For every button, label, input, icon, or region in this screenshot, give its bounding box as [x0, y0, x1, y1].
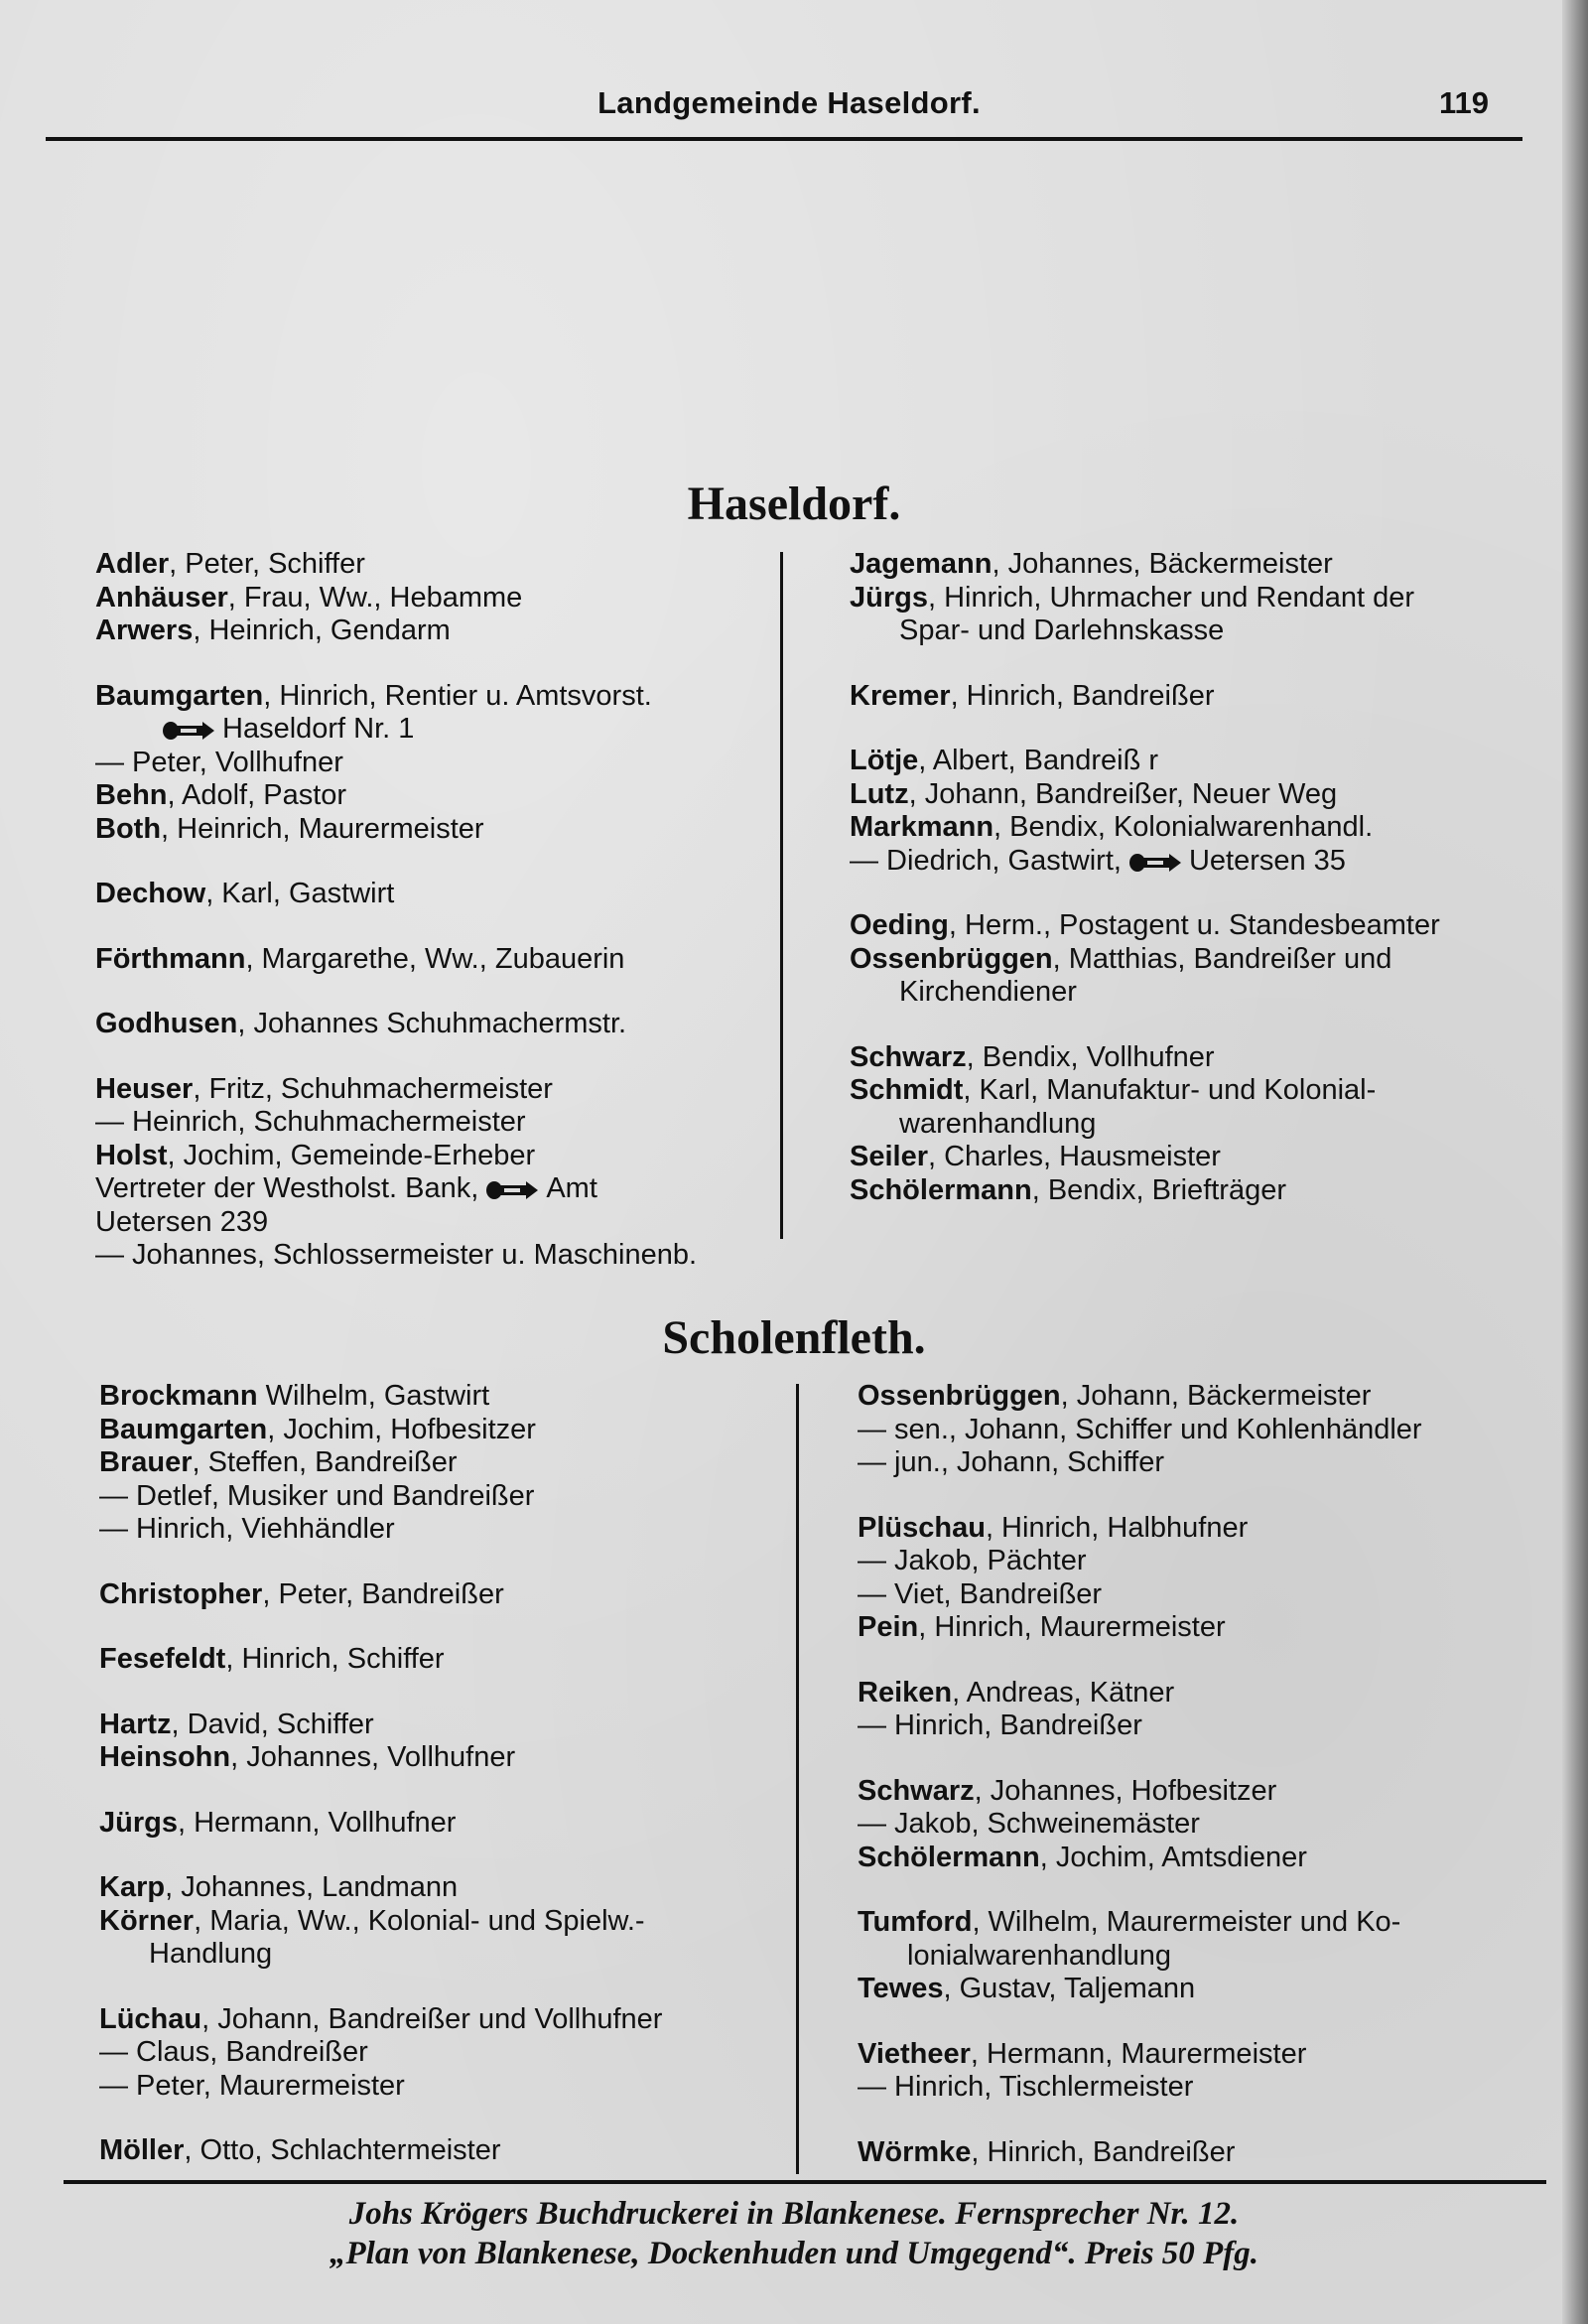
- entry-details: , Hinrich, Bandreißer: [950, 679, 1215, 712]
- entry-details: — Claus, Bandreißer: [99, 2036, 368, 2068]
- entry-surname: Anhäuser: [95, 581, 228, 614]
- running-title: Landgemeinde Haseldorf.: [597, 85, 981, 120]
- map-advertisement: „Plan von Blankenese, Dockenhuden und Umgegend“. Preis 50 Pfg.: [330, 2236, 1258, 2271]
- entry-details: , Maria, Ww., Kolonial- und Spielw.-: [194, 1904, 645, 1937]
- entry-details: Uetersen 239: [95, 1205, 269, 1238]
- directory-entry: [850, 1108, 1440, 1142]
- directory-entry: [99, 1513, 662, 1547]
- entry-surname: Arwers: [95, 615, 194, 646]
- entry-surname: Plüschau: [858, 1511, 986, 1544]
- directory-entry: [99, 1446, 662, 1480]
- directory-entry: [99, 2036, 662, 2070]
- directory-entry: [99, 1871, 662, 1905]
- scholenfleth-right-column: [858, 1380, 1422, 2169]
- directory-entry: [99, 1643, 662, 1677]
- entry-details: , Wilhelm, Maurermeister und Ko-: [972, 1906, 1401, 1938]
- directory-entry: [858, 1677, 1422, 1710]
- directory-entry: [99, 1905, 662, 1939]
- telephone-icon: [484, 1177, 540, 1201]
- directory-entry: [95, 779, 697, 813]
- entry-details: , Bendix, Briefträger: [1031, 1173, 1287, 1206]
- entry-details: , Jochim, Hofbesitzer: [267, 1413, 536, 1445]
- entry-details: — Diedrich, Gastwirt,: [850, 844, 1122, 877]
- directory-entry: [850, 1074, 1440, 1108]
- directory-entry: [850, 943, 1440, 977]
- directory-entry: [850, 1041, 1440, 1075]
- entry-surname: Karp: [99, 1871, 166, 1903]
- entry-details: , Hinrich, Rentier u. Amtsvorst.: [263, 679, 652, 712]
- section-title-haseldorf: Haseldorf.: [687, 478, 901, 530]
- entry-details: — Viet, Bandreißer: [858, 1577, 1103, 1610]
- entry-surname: Jürgs: [850, 581, 928, 614]
- entry-details: , Albert, Bandreiß r: [918, 745, 1159, 776]
- entry-details: , Johannes, Vollhufner: [230, 1741, 516, 1773]
- directory-entry: [95, 582, 697, 615]
- entry-details: , Karl, Gastwirt: [205, 878, 395, 909]
- column-divider: [796, 1384, 799, 2174]
- entry-details: , Matthias, Bandreißer und: [1052, 942, 1392, 975]
- entry-surname: Heinsohn: [99, 1741, 231, 1773]
- directory-entry: [858, 1512, 1422, 1546]
- entry-surname: Behn: [95, 779, 168, 811]
- telephone-icon: [1127, 850, 1183, 874]
- directory-entry: [858, 1380, 1422, 1414]
- directory-entry: [95, 813, 697, 847]
- entry-surname: Pein: [858, 1611, 919, 1643]
- entry-details: , Gustav, Taljemann: [943, 1973, 1196, 2004]
- directory-entry: [850, 909, 1440, 943]
- entry-details: , Charles, Hausmeister: [928, 1141, 1221, 1172]
- entry-details: , Johannes, Bäckermeister: [992, 548, 1333, 580]
- directory-entry: [99, 1807, 662, 1841]
- entry-details: , Peter, Bandreißer: [262, 1577, 504, 1610]
- entry-surname: Heuser: [95, 1072, 194, 1105]
- directory-entry: [95, 747, 697, 780]
- entry-surname: Vietheer: [858, 2037, 971, 2070]
- entry-details: Wilhelm, Gastwirt: [257, 1380, 490, 1412]
- directory-entry: [99, 2134, 662, 2168]
- directory-entry: [95, 680, 697, 714]
- column-divider: [780, 552, 783, 1239]
- entry-surname: Schwarz: [858, 1774, 975, 1807]
- telephone-icon: [161, 718, 216, 742]
- entry-details: — Peter, Vollhufner: [95, 746, 343, 778]
- entry-details: , Karl, Manufaktur- und Kolonial-: [963, 1074, 1377, 1106]
- entry-details: , Johannes Schuhmachermstr.: [237, 1008, 627, 1039]
- entry-details: , Andreas, Kätner: [952, 1676, 1175, 1709]
- scholenfleth-left-column: [99, 1380, 662, 2168]
- entry-details: — Johannes, Schlossermeister u. Maschinenb.: [95, 1239, 698, 1271]
- entry-details: — Heinrich, Schuhmachermeister: [95, 1106, 526, 1138]
- haseldorf-right-column: [850, 548, 1440, 1207]
- entry-surname: Fesefeldt: [99, 1643, 226, 1675]
- entry-surname: Tewes: [858, 1973, 944, 2004]
- entry-details: — Hinrich, Tischlermeister: [858, 2071, 1194, 2103]
- entry-details: , Frau, Ww., Hebamme: [227, 581, 523, 614]
- entry-surname: Schwarz: [850, 1040, 967, 1073]
- directory-entry: [858, 1578, 1422, 1612]
- directory-entry: [95, 878, 697, 911]
- entry-details: , Hinrich, Uhrmacher und Rendant der: [927, 581, 1414, 614]
- directory-entry: [95, 615, 697, 648]
- entry-details: , Bendix, Kolonialwarenhandl.: [993, 811, 1374, 843]
- entry-details: , Bendix, Vollhufner: [966, 1040, 1215, 1073]
- entry-surname: Schmidt: [850, 1074, 964, 1106]
- directory-entry: [858, 2136, 1422, 2170]
- directory-entry: [858, 2071, 1422, 2105]
- entry-details: , Hermann, Maurermeister: [970, 2037, 1307, 2070]
- directory-entry: [95, 943, 697, 977]
- entry-surname: Christopher: [99, 1577, 263, 1610]
- entry-details: , Margarethe, Ww., Zubauerin: [245, 942, 625, 975]
- entry-surname: Brauer: [99, 1446, 193, 1478]
- entry-details: Spar- und Darlehnskasse: [899, 615, 1225, 646]
- entry-details: , Jochim, Gemeinde-Erheber: [167, 1139, 536, 1171]
- entry-details: , Hermann, Vollhufner: [177, 1806, 457, 1839]
- entry-surname: Oeding: [850, 909, 949, 941]
- directory-entry: [858, 1906, 1422, 1940]
- entry-surname: Jagemann: [850, 548, 992, 580]
- entry-surname: Dechow: [95, 878, 206, 909]
- entry-surname: Holst: [95, 1139, 168, 1171]
- directory-entry: [99, 1709, 662, 1742]
- directory-entry: [850, 1174, 1440, 1208]
- entry-surname: Jürgs: [99, 1806, 178, 1839]
- entry-surname: Körner: [99, 1904, 195, 1937]
- header-rule: [46, 137, 1522, 141]
- page-number: 119: [1438, 85, 1489, 120]
- directory-entry: [858, 1973, 1422, 2006]
- directory-entry: [850, 976, 1440, 1010]
- entry-details: — Detlef, Musiker und Bandreißer: [99, 1479, 535, 1512]
- directory-entry: [850, 680, 1440, 714]
- directory-entry: [858, 1709, 1422, 1743]
- entry-surname: Lötje: [850, 745, 919, 776]
- entry-details: warenhandlung: [899, 1107, 1097, 1140]
- entry-details: , Steffen, Bandreißer: [192, 1446, 458, 1478]
- entry-details: , Johannes, Hofbesitzer: [974, 1774, 1277, 1807]
- entry-surname: Adler: [95, 548, 170, 580]
- footer-rule: [64, 2180, 1546, 2184]
- directory-entry: [99, 1741, 662, 1775]
- directory-entry: [95, 1008, 697, 1041]
- directory-entry: [858, 1940, 1422, 1974]
- directory-entry: [858, 1808, 1422, 1842]
- entry-details: — Peter, Maurermeister: [99, 2069, 405, 2102]
- entry-surname: Schölermann: [858, 1841, 1040, 1873]
- directory-entry: [850, 615, 1440, 648]
- directory-entry: [850, 778, 1440, 812]
- entry-details: , Hinrich, Maurermeister: [918, 1611, 1226, 1643]
- entry-surname: Brockmann: [99, 1380, 258, 1412]
- directory-entry: [95, 1172, 697, 1206]
- entry-surname: Hartz: [99, 1708, 172, 1740]
- entry-surname: Seiler: [850, 1141, 928, 1172]
- directory-entry: [858, 1545, 1422, 1578]
- entry-surname: Ossenbrüggen: [858, 1380, 1061, 1412]
- entry-details: — Jakob, Pächter: [858, 1545, 1087, 1576]
- entry-details: , Adolf, Pastor: [167, 779, 347, 811]
- entry-details: — Hinrich, Viehhändler: [99, 1513, 395, 1545]
- entry-details: , Hinrich, Schiffer: [225, 1643, 445, 1675]
- entry-details: , Jochim, Amtsdiener: [1039, 1841, 1307, 1873]
- entry-details: Kirchendiener: [899, 976, 1077, 1008]
- entry-surname: Lüchau: [99, 2002, 202, 2035]
- printer-imprint: Johs Krögers Buchdruckerei in Blankenese. Fernsprecher Nr. 12.: [348, 2196, 1240, 2232]
- directory-entry: [95, 548, 697, 582]
- directory-entry: [95, 1206, 697, 1240]
- directory-entry: [850, 811, 1440, 845]
- entry-surname: Baumgarten: [99, 1413, 268, 1445]
- entry-surname: Ossenbrüggen: [850, 942, 1053, 975]
- entry-surname: Baumgarten: [95, 679, 264, 712]
- directory-entry: [850, 845, 1440, 879]
- directory-entry: [858, 2038, 1422, 2072]
- entry-surname: Godhusen: [95, 1008, 238, 1039]
- entry-details: , Johann, Bandreißer und Vollhufner: [201, 2002, 663, 2035]
- entry-surname: Möller: [99, 2134, 185, 2166]
- directory-entry: [858, 1775, 1422, 1809]
- entry-details: , Otto, Schlachtermeister: [184, 2134, 501, 2166]
- entry-surname: Lutz: [850, 777, 909, 810]
- entry-details: , Heinrich, Gendarm: [193, 615, 451, 646]
- entry-surname: Markmann: [850, 811, 994, 843]
- entry-surname: Förthmann: [95, 942, 246, 975]
- entry-details: , Fritz, Schuhmachermeister: [193, 1072, 553, 1105]
- entry-phone-number: Amt: [546, 1172, 597, 1204]
- directory-entry: [858, 1611, 1422, 1645]
- entry-details: , Johann, Bandreißer, Neuer Weg: [908, 777, 1338, 810]
- haseldorf-left-column: [95, 548, 697, 1273]
- entry-details: , Hinrich, Halbhufner: [985, 1511, 1249, 1544]
- entry-surname: Kremer: [850, 679, 951, 712]
- entry-details: — Hinrich, Bandreißer: [858, 1709, 1142, 1741]
- directory-entry: [850, 745, 1440, 778]
- directory-entry: [99, 1938, 662, 1972]
- entry-surname: Schölermann: [850, 1173, 1032, 1206]
- directory-entry: [95, 1106, 697, 1140]
- directory-entry: [95, 1140, 697, 1173]
- entry-surname: Wörmke: [858, 2135, 972, 2168]
- entry-surname: Tumford: [858, 1906, 973, 1938]
- entry-details: , Johannes, Landmann: [165, 1871, 459, 1903]
- directory-entry: [99, 2003, 662, 2037]
- entry-details: — Jakob, Schweinemäster: [858, 1808, 1200, 1840]
- directory-entry: [95, 1239, 697, 1273]
- entry-details: , Herm., Postagent u. Standesbeamter: [948, 909, 1440, 941]
- entry-details: lonialwarenhandlung: [907, 1939, 1172, 1972]
- entry-details: Vertreter der Westholst. Bank,: [95, 1172, 479, 1204]
- entry-details: , Hinrich, Bandreißer: [971, 2135, 1236, 2168]
- entry-details: Haseldorf Nr. 1: [222, 713, 415, 745]
- directory-entry: [95, 1073, 697, 1107]
- directory-entry: [95, 713, 697, 747]
- entry-details: , David, Schiffer: [171, 1708, 374, 1740]
- section-title-scholenfleth: Scholenfleth.: [662, 1311, 926, 1364]
- directory-entry: [99, 1578, 662, 1612]
- entry-details: , Johann, Bäckermeister: [1060, 1380, 1372, 1412]
- directory-entry: [850, 548, 1440, 582]
- directory-entry: [99, 2070, 662, 2104]
- directory-entry: [850, 1141, 1440, 1174]
- entry-phone-number: Uetersen 35: [1188, 844, 1346, 877]
- directory-entry: [858, 1842, 1422, 1875]
- page-edge-shadow: [1562, 0, 1588, 2324]
- entry-details: , Heinrich, Maurermeister: [161, 812, 484, 845]
- directory-entry: [99, 1414, 662, 1447]
- entry-details: — sen., Johann, Schiffer und Kohlenhändler: [858, 1413, 1422, 1445]
- directory-entry: [850, 582, 1440, 615]
- entry-surname: Both: [95, 812, 162, 845]
- entry-details: Handlung: [149, 1938, 273, 1970]
- directory-entry: [99, 1380, 662, 1414]
- directory-entry: [858, 1446, 1422, 1480]
- running-head: [50, 85, 1528, 131]
- entry-details: , Peter, Schiffer: [169, 548, 365, 580]
- entry-surname: Reiken: [858, 1676, 953, 1709]
- directory-entry: [858, 1414, 1422, 1447]
- directory-entry: [99, 1480, 662, 1514]
- entry-details: — jun., Johann, Schiffer: [858, 1446, 1164, 1478]
